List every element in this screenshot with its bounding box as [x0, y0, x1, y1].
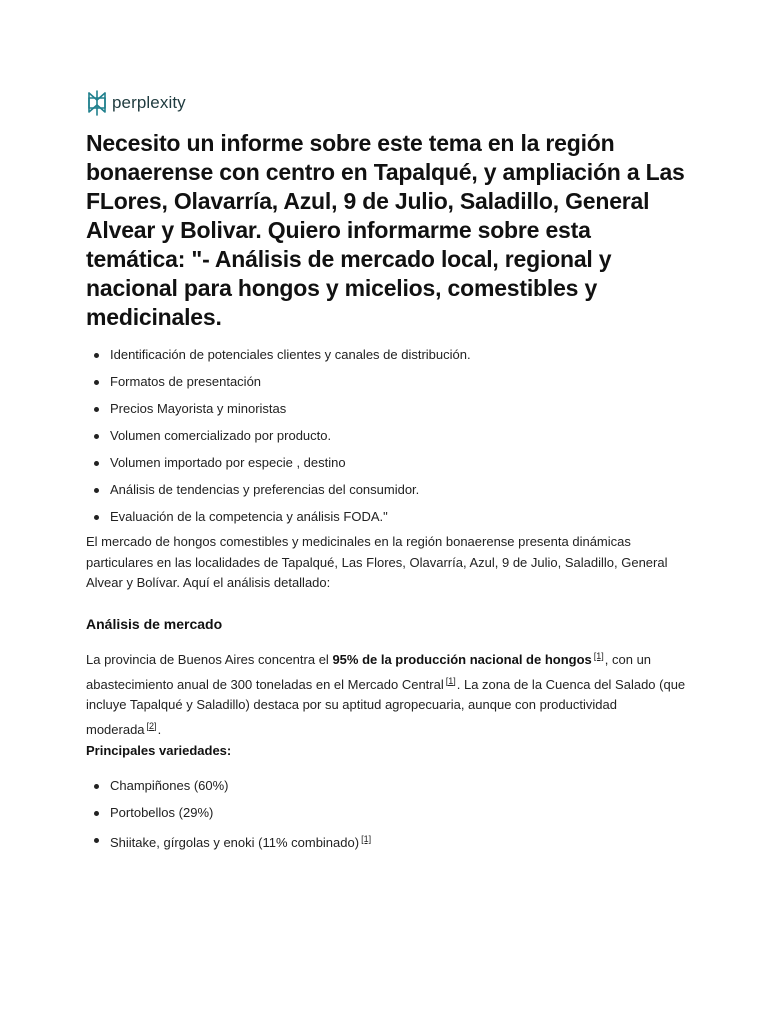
- list-item: [86, 831, 686, 858]
- varieties-heading: Principales variedades:: [86, 743, 232, 758]
- market-text-4: .: [157, 721, 162, 737]
- market-paragraph: [86, 646, 686, 740]
- intro-paragraph: El mercado de hongos comestibles y medicinales en la región bonaerense presenta dinámicas particulares en las localidades de Tapalqué, Las Flores, Olavarría, Azul, 9 de Julio, Saladillo, General Alvear y Bolívar. Aquí el análisis detallado:: [86, 534, 668, 590]
- varieties-list: [86, 777, 686, 858]
- variety-text: Champiñones (60%): [110, 778, 229, 793]
- market-highlight: 95% de la producción nacional de hongos: [332, 652, 592, 667]
- variety-text: Shiitake, gírgolas y enoki (11% combinado): [110, 835, 360, 850]
- market-text-3: . La zona de la Cuenca del Salado (que incluye Tapalqué y Saladillo) destaca por su aptitud agropecuaria, aunque con productividad moderada: [86, 676, 686, 737]
- list-item: [86, 804, 686, 831]
- brand-name: perplexity: [112, 93, 186, 112]
- topics-list: [86, 346, 686, 535]
- page-title: Necesito un informe sobre este tema en la región bonaerense con centro en Tapalqué, y ampliación a Las FLores, Olavarría, Azul, 9 de Julio, Saladillo, General Alvear y Bolivar. Quiero informarme sobre esta temática: "- Análisis de mercado local, regional y nacional para hongos y micelios, comestibles y medicinales.: [86, 130, 685, 330]
- list-item: Evaluación de la competencia y análisis FODA.": [86, 508, 686, 535]
- citation-link[interactable]: [1]: [593, 651, 604, 661]
- citation-link[interactable]: [1]: [361, 834, 372, 844]
- list-item: Formatos de presentación: [86, 373, 686, 400]
- variety-text: Portobellos (29%): [110, 805, 214, 820]
- section-heading: Análisis de mercado: [86, 616, 223, 632]
- list-item: [86, 777, 686, 804]
- list-item: Volumen comercializado por producto.: [86, 427, 686, 454]
- list-item: Identificación de potenciales clientes y canales de distribución.: [86, 346, 686, 373]
- list-item: Análisis de tendencias y preferencias del consumidor.: [86, 481, 686, 508]
- citation-link[interactable]: [2]: [146, 720, 157, 731]
- list-item: Volumen importado por especie , destino: [86, 454, 686, 481]
- citation-link[interactable]: [1]: [445, 675, 456, 686]
- list-item: Precios Mayorista y minoristas: [86, 400, 686, 427]
- market-text-2: , con un abastecimiento anual de 300 toneladas en el Mercado Central: [86, 652, 652, 692]
- market-text-1: La provincia de Buenos Aires concentra el: [86, 652, 333, 667]
- brand-header: [86, 90, 186, 116]
- perplexity-logo-icon: [86, 90, 108, 116]
